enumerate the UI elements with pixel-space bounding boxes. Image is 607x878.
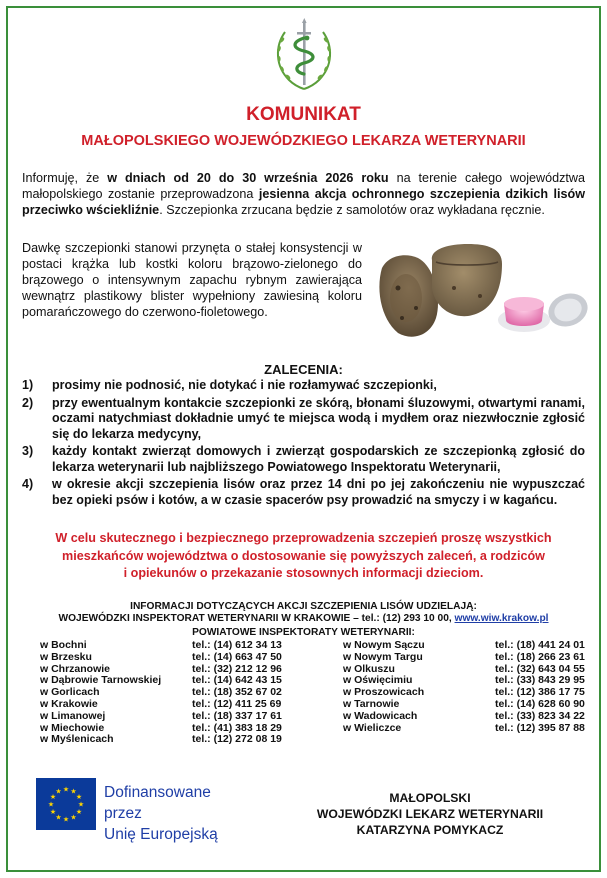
- office-name: w Nowym Sączu: [343, 639, 425, 651]
- eu-star-icon: ★: [62, 816, 70, 824]
- intro-dates: w dniach od 20 do 30 września 2026 roku: [107, 171, 389, 185]
- office-row: [40, 652, 282, 664]
- regional-inspectorate-text: WOJEWÓDZKI INSPEKTORAT WETERYNARII W KRAKOWIE – tel.: (12) 293 10 00,: [58, 613, 455, 624]
- recommendations-title: ZALECENIA:: [264, 362, 343, 377]
- eu-star-icon: ★: [70, 814, 77, 822]
- office-phone: tel.: (14) 628 60 90: [495, 697, 585, 710]
- recommendation-number: 1): [22, 378, 34, 392]
- office-phone: tel.: (33) 823 34 22: [495, 709, 585, 722]
- page-subtitle: MAŁOPOLSKIEGO WOJEWÓDZKIEGO LEKARZA WETERYNARII: [81, 133, 526, 149]
- eu-star-icon: ★: [75, 809, 83, 816]
- office-phone: tel.: (12) 411 25 69: [192, 697, 282, 710]
- regional-inspectorate-contact: [0, 613, 607, 624]
- office-name: w Myślenicach: [40, 733, 114, 746]
- office-row: [343, 711, 585, 723]
- eu-star-icon: ★: [47, 801, 55, 809]
- recommendation-text: przy ewentualnym kontakcie szczepionki ze skórą, błonami śluzowymi, otwartymi ranami, oczami natychmiast dokładnie umyć te miejsca wodą i mydłem oraz niezwłocznie zgłosić się do lekarza medycyny,: [52, 395, 585, 441]
- inspectorate-website-link[interactable]: www.wiw.krakow.pl: [454, 613, 549, 624]
- recommendation-item: [22, 396, 585, 443]
- district-offices-right: [343, 640, 585, 734]
- office-name: w Bochni: [40, 639, 87, 651]
- recommendation-number: 3): [22, 444, 34, 458]
- office-phone: tel.: (12) 386 17 75: [495, 686, 585, 699]
- office-name: w Tarnowie: [343, 697, 400, 710]
- eu-star-icon: ★: [75, 794, 83, 801]
- office-phone: tel.: (41) 383 18 29: [192, 721, 282, 734]
- office-phone: tel.: (18) 352 67 02: [192, 686, 282, 699]
- office-name: w Brzesku: [40, 650, 92, 663]
- recommendation-text: każdy kontakt zwierząt domowych i zwierząt gospodarskich ze szczepionką zgłosić do lekarza weterynarii lub najbliższego Powiatowego Inspektoratu Weterynarii,: [52, 444, 585, 474]
- office-row: [343, 652, 585, 664]
- signature-line: KATARZYNA POMYKACZ: [356, 823, 504, 837]
- office-phone: tel.: (12) 272 08 19: [192, 733, 282, 746]
- office-name: w Olkuszu: [343, 662, 395, 675]
- vaccine-description: Dawkę szczepionki stanowi przynęta o stałej konsystencji w postaci krążka lub kostki koloru brązowo-zielonego do brązowego o intensywnym zapachu rybnym zawierająca wewnątrz plastikowy blister wypełniony zawiesiną koloru pomarańczowego do czerwono-fioletowego.: [22, 241, 362, 319]
- office-name: w Proszowicach: [343, 686, 425, 699]
- office-phone: tel.: (14) 642 43 15: [192, 674, 282, 687]
- eu-funding-line: Unię Europejską: [104, 826, 218, 843]
- signature-line: MAŁOPOLSKI: [389, 791, 471, 805]
- office-row: [40, 711, 282, 723]
- office-phone: tel.: (18) 266 23 61: [495, 650, 585, 663]
- district-offices-heading: POWIATOWE INSPEKTORATY WETERYNARII:: [192, 627, 415, 638]
- recommendation-item: [22, 444, 585, 475]
- office-phone: tel.: (14) 612 34 13: [192, 639, 282, 651]
- appeal-text: [22, 530, 585, 583]
- info-heading: INFORMACJI DOTYCZĄCYCH AKCJI SZCZEPIENIA LISÓW UDZIELAJĄ:: [130, 601, 477, 612]
- office-row: [40, 699, 282, 711]
- signature-block: [310, 790, 550, 838]
- intro-paragraph: [22, 170, 585, 218]
- eu-star-icon: ★: [70, 788, 77, 796]
- intro-text: na terenie całego województwa małopolskiego zostanie przeprowadzona: [22, 171, 586, 201]
- office-name: w Nowym Targu: [343, 650, 423, 663]
- office-name: w Gorlicach: [40, 686, 100, 699]
- office-row: [343, 699, 585, 711]
- office-name: w Oświęcimiu: [343, 674, 413, 687]
- eu-star-icon: ★: [49, 794, 57, 801]
- recommendation-number: 4): [22, 477, 34, 491]
- page-title: KOMUNIKAT: [246, 104, 361, 125]
- office-row: [343, 723, 585, 735]
- veterinary-logo-icon: [271, 18, 337, 92]
- eu-star-icon: ★: [49, 809, 57, 816]
- eu-star-icon: ★: [62, 786, 70, 794]
- office-name: w Wieliczce: [343, 721, 402, 734]
- district-offices-left: [40, 640, 282, 746]
- office-name: w Wadowicach: [343, 709, 418, 722]
- appeal-line: i opiekunów o przekazanie stosownych informacji dzieciom.: [123, 566, 484, 580]
- intro-action: jesienna akcja ochronnego szczepienia dzikich lisów przeciwko wściekliźnie: [22, 187, 585, 217]
- office-phone: tel.: (32) 643 04 55: [495, 662, 585, 675]
- office-phone: tel.: (18) 441 24 01: [495, 639, 585, 651]
- recommendation-item: [22, 477, 585, 508]
- recommendation-text: prosimy nie podnosić, nie dotykać i nie rozłamywać szczepionki,: [52, 378, 437, 392]
- office-phone: tel.: (32) 212 12 96: [192, 662, 282, 675]
- eu-star-icon: ★: [55, 788, 62, 796]
- intro-text: . Szczepionka zrzucana będzie z samolotów oraz wykładana ręcznie.: [159, 203, 545, 217]
- office-name: w Chrzanowie: [40, 662, 111, 675]
- office-phone: tel.: (14) 663 47 50: [192, 650, 282, 663]
- recommendation-text: w okresie akcji szczepienia lisów oraz przez 14 dni po jej zakończeniu nie wypuszczać bez opieki psów i kotów, a w czasie spacerów psy prowadzić na smyczy i w kagańcu.: [52, 477, 585, 507]
- recommendation-item: [22, 378, 585, 394]
- recommendations-list: [22, 378, 585, 510]
- office-name: w Krakowie: [40, 697, 98, 710]
- recommendation-number: 2): [22, 395, 34, 410]
- office-phone: tel.: (33) 843 29 95: [495, 674, 585, 687]
- signature-line: WOJEWÓDZKI LEKARZ WETERYNARII: [316, 807, 544, 821]
- eu-flag-icon: [36, 778, 96, 830]
- vaccine-bait-image: [372, 238, 590, 343]
- office-phone: tel.: (18) 337 17 61: [192, 709, 282, 722]
- office-phone: tel.: (12) 395 87 88: [495, 721, 585, 734]
- intro-text: Informuję, że: [22, 171, 108, 185]
- office-row: [40, 734, 282, 746]
- office-name: w Limanowej: [40, 709, 106, 722]
- office-name: w Miechowie: [40, 721, 105, 734]
- eu-funding-text: [104, 782, 236, 845]
- eu-star-icon: ★: [55, 814, 62, 822]
- eu-funding-line: Dofinansowane przez: [104, 784, 211, 822]
- appeal-line: W celu skutecznego i bezpiecznego przeprowadzenia szczepień proszę wszystkich: [55, 531, 552, 545]
- appeal-line: mieszkańców województwa o dostosowanie się powyższych zaleceń, a rodziców: [62, 548, 545, 563]
- office-name: w Dąbrowie Tarnowskiej: [40, 674, 162, 687]
- eu-funding-logo: [36, 778, 236, 843]
- eu-star-icon: ★: [77, 801, 85, 809]
